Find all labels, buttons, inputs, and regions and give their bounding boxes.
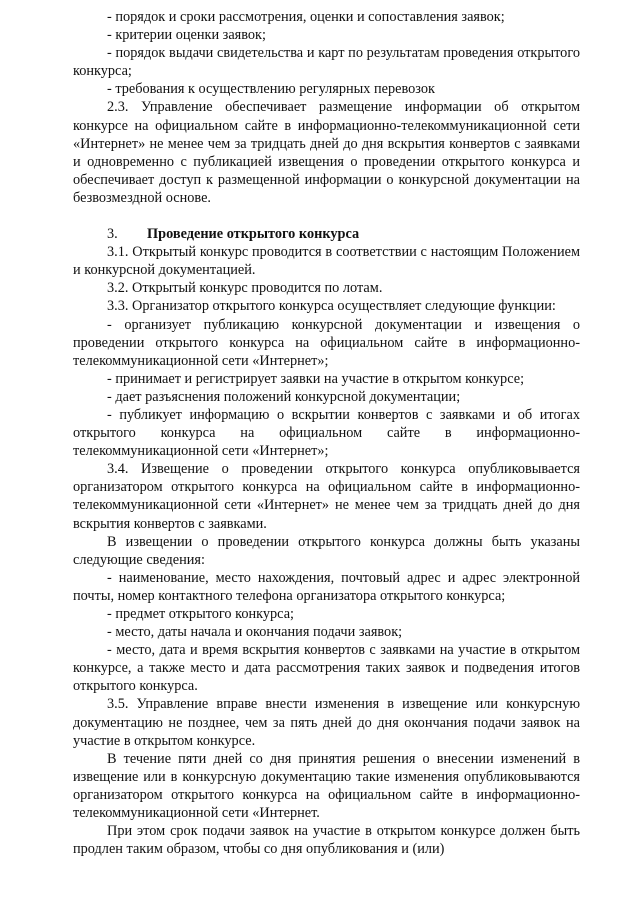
paragraph-3-3: 3.3. Организатор открытого конкурса осуществляет следующие функции: (107, 298, 556, 315)
list-item: - принимает и регистрирует заявки на участие в открытом конкурсе; (107, 370, 525, 387)
list-item: - дает разъяснения положений конкурсной документации; (107, 388, 461, 405)
paragraph-2-3: 2.3. Управление обеспечивает размещение информации об открытом конкурсе на официальном сайте в информационно-телекоммуникационной сети «Интернет» не менее чем за тридцать дней до дня вскрытия конвертов с заявками и одновременно с публикацией извещения о проведении открытого конкурса и обеспечивает доступ к размещенной информации о конкурсной документации на безвозмездной основе. (73, 99, 580, 206)
list-item: - требования к осуществлению регулярных перевозок (107, 81, 435, 98)
section-heading (73, 225, 580, 243)
paragraph: При этом срок подачи заявок на участие в открытом конкурсе должен быть продлен таким образом, чтобы со дня опубликования и (или) (73, 823, 580, 858)
list-item: - организует публикацию конкурсной документации и извещения о проведении открытого конкурса на официальном сайте в информационно-телекоммуникационной сети «Интернет»; (73, 316, 580, 369)
list-item: - критерии оценки заявок; (107, 27, 266, 44)
paragraph: В извещении о проведении открытого конкурса должны быть указаны следующие сведения: (73, 533, 580, 568)
paragraph: В течение пяти дней со дня принятия решения о внесении изменений в извещение или в конкурсную документацию такие изменения опубликовываются организатором открытого конкурса на официальном сайте в информационно-телекоммуникационной сети «Интернет. (73, 750, 580, 822)
list-item: - наименование, место нахождения, почтовый адрес и адрес электронной почты, номер контактного телефона организатора открытого конкурса; (73, 569, 580, 604)
list-item: - предмет открытого конкурса; (107, 606, 295, 622)
list-item: - публикует информацию о вскрытии конвертов с заявками и об итогах открытого конкурса на официальном сайте в информационно-телекоммуникационной сети «Интернет»; (73, 406, 580, 460)
paragraph-3-4: 3.4. Извещение о проведении открытого конкурса опубликовывается организатором открытого конкурса на официальном сайте в информационно-телекоммуникационной сети «Интернет» не менее чем за тридцать дней до дня вскрытия конвертов с заявками. (73, 461, 580, 532)
list-item: - место, дата и время вскрытия конвертов с заявками на участие в открытом конкурсе, а также место и дата рассмотрения таких заявок и подведения итогов открытого конкурса. (73, 642, 580, 695)
paragraph-3-5: 3.5. Управление вправе внести изменения в извещение или конкурсную документацию не позднее, чем за пять дней до дня окончания подачи заявок на участие в открытом конкурсе. (73, 696, 580, 749)
section-title: Проведение открытого конкурса (147, 226, 360, 243)
document-page (73, 8, 580, 858)
list-item: - порядок и сроки рассмотрения, оценки и сопоставления заявок; (107, 9, 505, 25)
paragraph-3-2: 3.2. Открытый конкурс проводится по лотам. (107, 280, 383, 297)
list-item: - место, даты начала и окончания подачи заявок; (107, 624, 403, 641)
section-number: 3. (107, 226, 118, 243)
paragraph-3-1: 3.1. Открытый конкурс проводится в соответствии с настоящим Положением и конкурсной документацией. (73, 244, 580, 279)
list-item: - порядок выдачи свидетельства и карт по результатам проведения открытого конкурса; (73, 45, 580, 80)
